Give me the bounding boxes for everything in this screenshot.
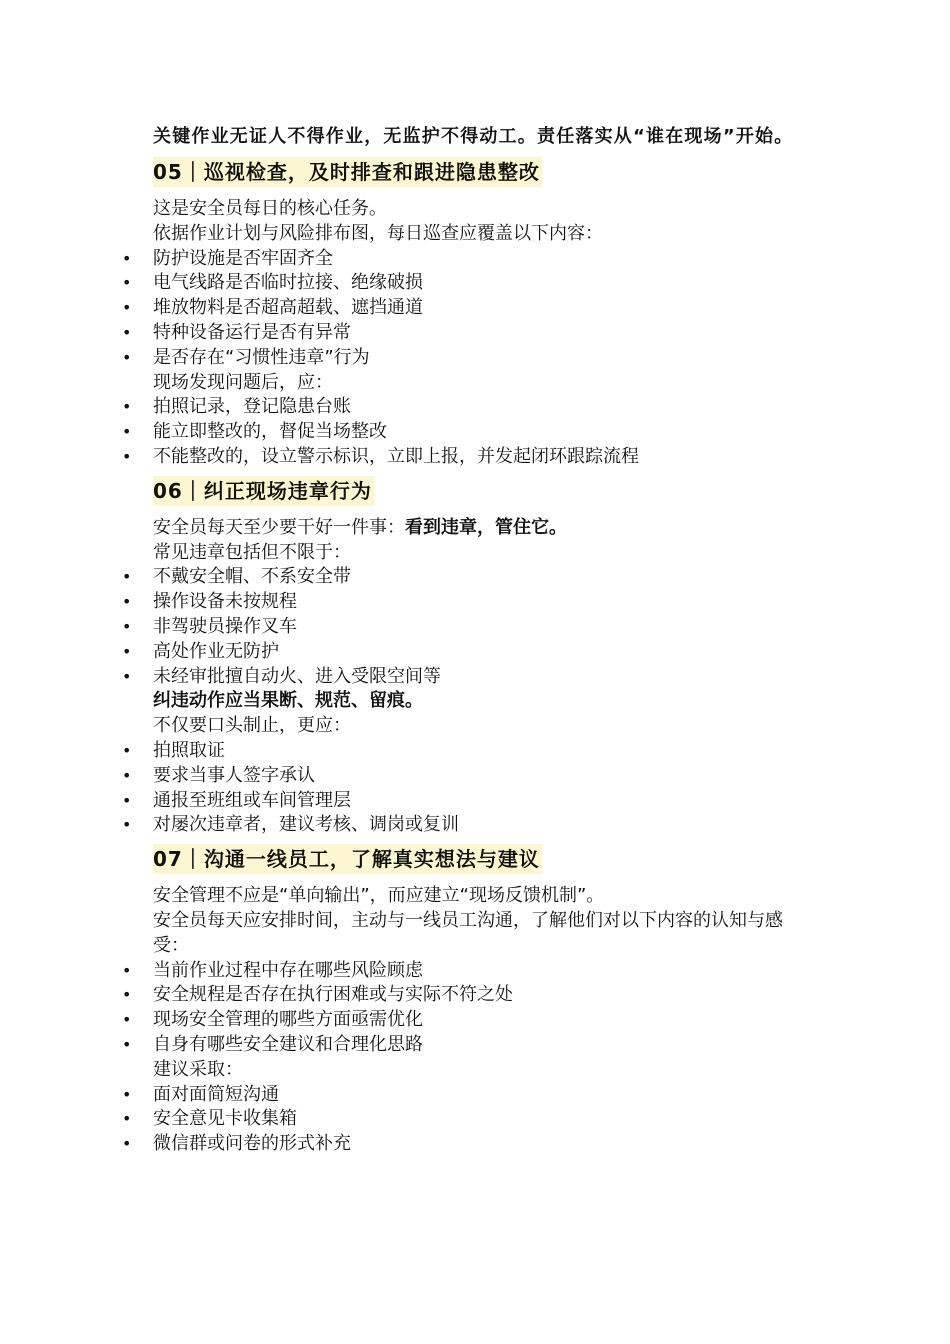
line-text: 要求当事人签字承认 [153, 764, 315, 786]
line-text: 安全规程是否存在执行困难或与实际不符之处 [153, 984, 513, 1006]
sections-container [153, 157, 803, 1157]
section-heading [153, 157, 803, 187]
bullet-item [153, 665, 803, 690]
line-text: 能立即整改的，督促当场整改 [153, 421, 387, 443]
line-text: 安全管理不应是“单向输出”，而应建立“现场反馈机制”。 [153, 885, 605, 907]
paragraph-line [153, 714, 803, 739]
section-heading-text: 06｜纠正现场违章行为 [153, 476, 374, 506]
line-text: 高处作业无防护 [153, 640, 279, 662]
section [153, 476, 803, 838]
bullet-item [153, 813, 803, 838]
paragraph-line [153, 541, 803, 566]
line-text: 当前作业过程中存在哪些风险顾虑 [153, 959, 423, 981]
bullet-item [153, 271, 803, 296]
bullet-item [153, 346, 803, 371]
bullet-item [153, 565, 803, 590]
section [153, 157, 803, 470]
line-text: 面对面简短沟通 [153, 1083, 279, 1105]
line-text: 这是安全员每日的核心任务。 [153, 198, 387, 219]
line-text: 特种设备运行是否有异常 [153, 321, 351, 343]
line-text: 建议采取： [153, 1058, 243, 1080]
line-text: 安全员每天应安排时间，主动与一线员工沟通，了解他们对以下内容的认知与感受： [153, 909, 783, 956]
bullet-item [153, 959, 803, 984]
paragraph-line [153, 516, 803, 541]
line-text: 纠违动作应当果断、规范、留痕。 [153, 690, 423, 712]
bullet-item [153, 1033, 803, 1058]
paragraph-line [153, 689, 803, 714]
section-heading-text: 07｜沟通一线员工，了解真实想法与建议 [153, 844, 542, 874]
paragraph-line [153, 884, 803, 909]
line-text: 防护设施是否牢固齐全 [153, 247, 333, 269]
line-text: 常见违章包括但不限于： [153, 541, 351, 563]
line-text: 自身有哪些安全建议和合理化思路 [153, 1033, 423, 1055]
line-text: 现场发现问题后，应： [153, 371, 333, 393]
paragraph-line [153, 222, 803, 247]
section-heading [153, 844, 803, 874]
paragraph-line [153, 1058, 803, 1083]
line-text: 拍照记录，登记隐患台账 [153, 396, 351, 418]
bullet-item [153, 1132, 803, 1157]
line-text: 安全员每天至少要干好一件事： [153, 516, 405, 538]
bullet-item [153, 1083, 803, 1108]
line-text: 对屡次违章者，建议考核、调岗或复训 [153, 814, 459, 836]
bullet-item [153, 789, 803, 814]
line-text: 安全意见卡收集箱 [153, 1108, 297, 1130]
bullet-item [153, 739, 803, 764]
bullet-item [153, 420, 803, 445]
section-heading [153, 476, 803, 506]
bullet-item [153, 640, 803, 665]
line-text: 不仅要口头制止，更应： [153, 715, 351, 737]
line-text: 通报至班组或车间管理层 [153, 789, 351, 811]
document-body [153, 124, 803, 1163]
bullet-item [153, 615, 803, 640]
line-text: 是否存在“习惯性违章”行为 [153, 346, 370, 368]
bullet-item [153, 1008, 803, 1033]
line-text: 未经审批擅自动火、进入受限空间等 [153, 665, 441, 687]
line-text: 依据作业计划与风险排布图，每日巡查应覆盖以下内容： [153, 222, 603, 244]
bullet-item [153, 296, 803, 321]
bullet-item [153, 321, 803, 346]
bullet-item [153, 983, 803, 1008]
paragraph-line [153, 909, 803, 959]
paragraph-line [153, 197, 803, 222]
line-text: 现场安全管理的哪些方面亟需优化 [153, 1009, 423, 1031]
section-heading-text: 05｜巡视检查，及时排查和跟进隐患整改 [153, 157, 542, 187]
line-text: 非驾驶员操作叉车 [153, 615, 297, 637]
section [153, 844, 803, 1157]
line-text: 拍照取证 [153, 739, 225, 761]
line-text: 堆放物料是否超高超载、遮挡通道 [153, 297, 423, 319]
line-text: 不戴安全帽、不系安全带 [153, 566, 351, 588]
line-text: 不能整改的，设立警示标识，立即上报，并发起闭环跟踪流程 [153, 445, 639, 467]
line-text: 电气线路是否临时拉接、绝缘破损 [153, 272, 423, 294]
bullet-item [153, 247, 803, 272]
line-text: 操作设备未按规程 [153, 591, 297, 613]
bullet-item [153, 590, 803, 615]
line-text: 微信群或问卷的形式补充 [153, 1133, 351, 1155]
paragraph-line [153, 371, 803, 396]
bullet-item [153, 395, 803, 420]
intro-paragraph: 关键作业无证人不得作业，无监护不得动工。责任落实从“谁在现场”开始。 [153, 126, 794, 147]
emphasis-text: 看到违章，管住它。 [405, 516, 567, 538]
bullet-item [153, 445, 803, 470]
bullet-item [153, 1107, 803, 1132]
bullet-item [153, 764, 803, 789]
